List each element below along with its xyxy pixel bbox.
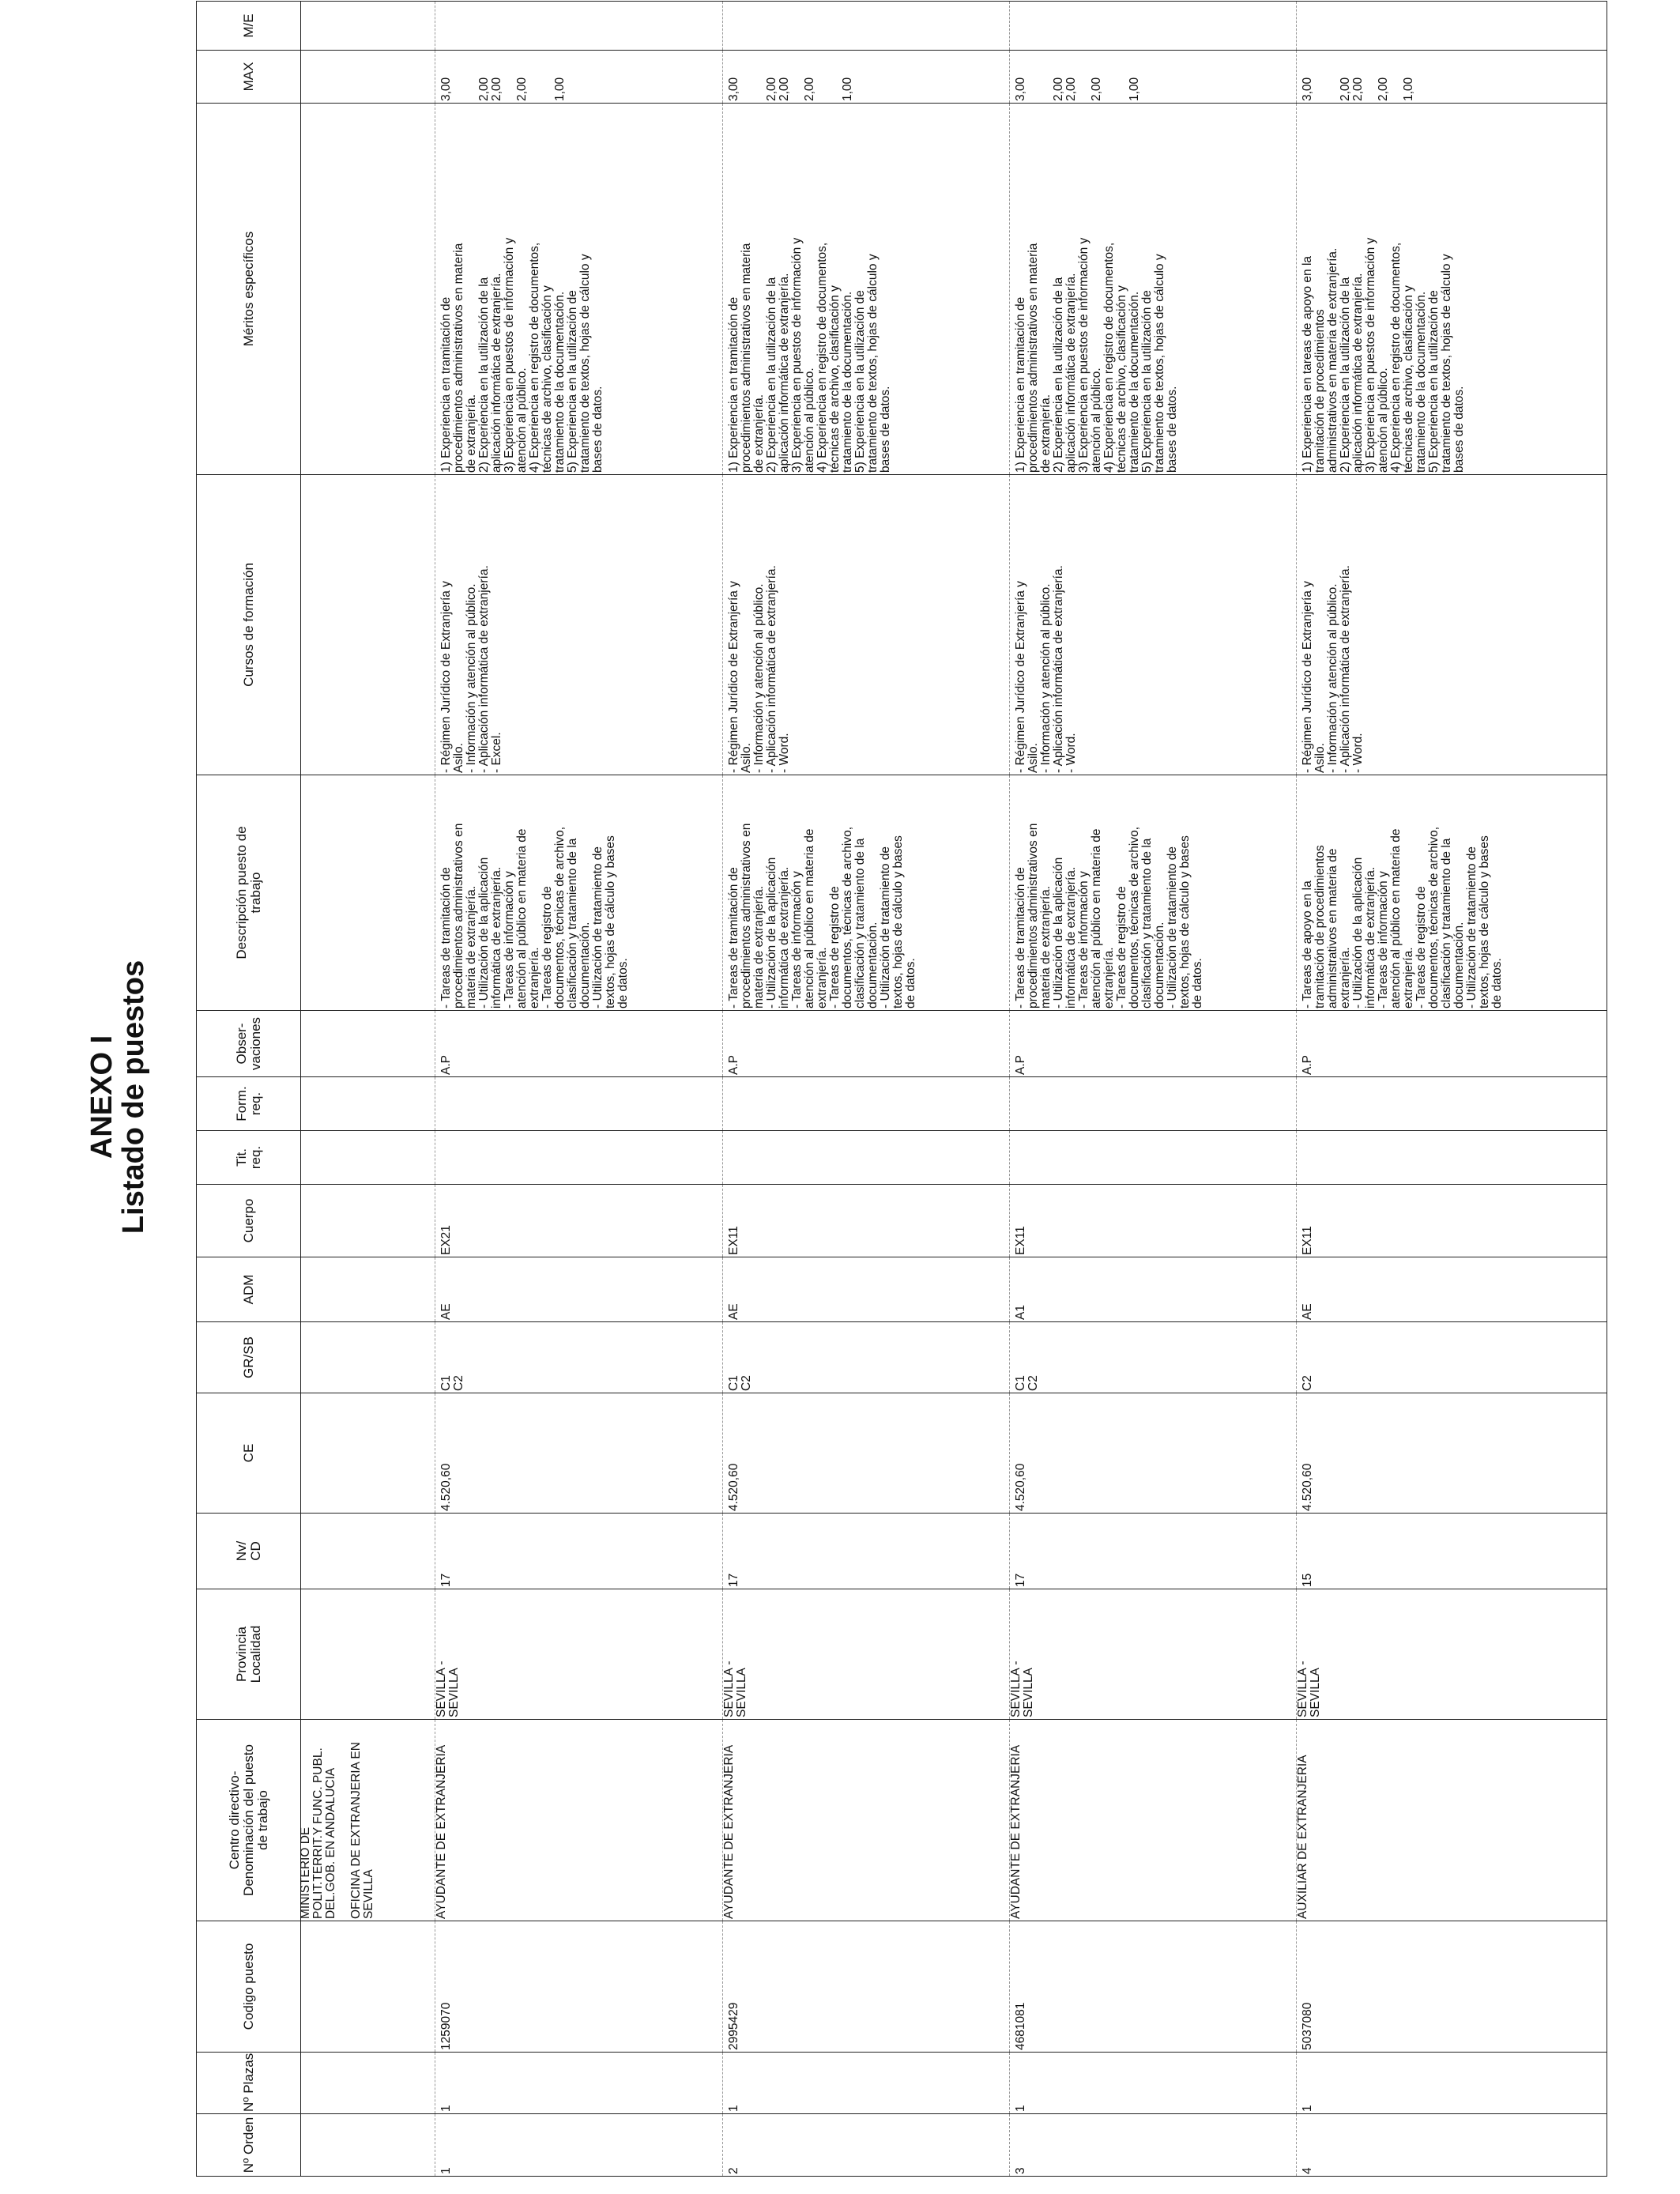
cell-codigo: 1259070 <box>435 1921 722 2053</box>
cell-cuerpo: EX11 <box>722 1185 1009 1257</box>
cell-observaciones: A.P <box>722 1011 1009 1077</box>
cell-titulacion <box>722 1131 1009 1185</box>
cell-titulacion <box>1009 1131 1296 1185</box>
title-annex: ANEXO I <box>85 1035 119 1159</box>
cell-adm: AE <box>722 1257 1009 1322</box>
header-descripcion: Descripción puesto de trabajo <box>197 775 301 1011</box>
cell-cuerpo: EX21 <box>435 1185 722 1257</box>
cell-me <box>1009 2 1296 51</box>
cell-nivel: 17 <box>722 1514 1009 1589</box>
cell-denominacion: AUXILIAR DE EXTRANJERIA <box>1297 1720 1607 1921</box>
cell-descripcion: - Tareas de tramitación de procedimientos administrativos en materia de extranjería. - Utilización de la aplicación informática de extranjería. - Tareas de información y atención al público en materia de extranjería. - Tareas de registro de documentos, técnicas de archivo, clasificación y tratamiento de la documentación. - Utilización de tratamiento de textos, hojas de cálculo y bases de datos. <box>435 775 722 1011</box>
cell-meritos: 1) Experiencia en tareas de apoyo en la tramitación de procedimientos administrativos en materia de extranjería. 2) Experiencia en la utilización de la aplicación informática de extranjería. 3) Experiencia en puestos de información y atención al público. 4) Experiencia en registro de documentos, técnicas de archivo, clasificación y tratamiento de la documentación. 5) Experiencia en la utilización de tratamiento de textos, hojas de cálculo y bases de datos. <box>1297 104 1607 475</box>
context-cell: MINISTERIO DE POLIT.TERRIT.Y FUNC. PUBL. DEL.GOB. EN ANDALUCIA OFICINA DE EXTRANJERIA EN SEVILLA <box>301 1720 435 1921</box>
cell-localidad: SEVILLA - SEVILLA <box>1297 1589 1607 1720</box>
document-title <box>87 0 149 2194</box>
cell-observaciones: A.P <box>1297 1011 1607 1077</box>
cell-observaciones: A.P <box>1009 1011 1296 1077</box>
cell-plazas: 1 <box>1297 2053 1607 2114</box>
cell-meritos: 1) Experiencia en tramitación de procedimientos administrativos en materia de extranjería. 2) Experiencia en la utilización de la aplicación informática de extranjería. 3) Experiencia en puestos de información y atención al público. 4) Experiencia en registro de documentos, técnicas de archivo, clasificación y tratamiento de la documentación. 5) Experiencia en la utilización de tratamiento de textos, hojas de cálculo y bases de datos. <box>435 104 722 475</box>
cell-me <box>435 2 722 51</box>
cell-codigo: 2995429 <box>722 1921 1009 2053</box>
cell-plazas: 1 <box>435 2053 722 2114</box>
table-row <box>1297 2 1607 2177</box>
cell-max: 3,00 2,00 2,00 2,00 1,00 <box>1009 51 1296 104</box>
cell-meritos: 1) Experiencia en tramitación de procedimientos administrativos en materia de extranjería. 2) Experiencia en la utilización de la aplicación informática de extranjería. 3) Experiencia en puestos de información y atención al público. 4) Experiencia en registro de documentos, técnicas de archivo, clasificación y tratamiento de la documentación. 5) Experiencia en la utilización de tratamiento de textos, hojas de cálculo y bases de datos. <box>722 104 1009 475</box>
cell-adm: AE <box>1297 1257 1607 1322</box>
cell-orden: 4 <box>1297 2114 1607 2177</box>
cell-nivel: 17 <box>1009 1514 1296 1589</box>
cell-ce: 4.520,60 <box>435 1393 722 1514</box>
cell-grupo: C1 C2 <box>435 1322 722 1393</box>
cell-grupo: C1 C2 <box>1009 1322 1296 1393</box>
header-orden: Nº Orden <box>197 2114 301 2177</box>
cell-descripcion: - Tareas de apoyo en la tramitación de procedimientos administrativos en materia de extranjería. - Utilización de la aplicación informática de extranjería. - Tareas de información y atención al público en materia de extranjería. - Tareas de registro de documentos, técnicas de archivo, clasificación y tratamiento de la documentación. - Utilización de tratamiento de textos, hojas de cálculo y bases de datos. <box>1297 775 1607 1011</box>
header-adm: ADM <box>197 1257 301 1322</box>
cell-formacion <box>435 1077 722 1131</box>
header-max: MAX <box>197 51 301 104</box>
header-grupo: GR/SB <box>197 1322 301 1393</box>
cell-ce: 4.520,60 <box>1009 1393 1296 1514</box>
cell-formacion <box>722 1077 1009 1131</box>
header-observaciones: Obser- vaciones <box>197 1011 301 1077</box>
cell-formacion <box>1009 1077 1296 1131</box>
cell-ce: 4.520,60 <box>722 1393 1009 1514</box>
header-provincia: Provincia Localidad <box>197 1589 301 1720</box>
context-row <box>301 2 435 2177</box>
table-row <box>722 2 1009 2177</box>
cell-localidad: SEVILLA - SEVILLA <box>435 1589 722 1720</box>
cell-cursos: - Régimen Jurídico de Extranjería y Asilo. - Información y atención al público. - Aplicación informática de extranjería. - Word. <box>722 475 1009 775</box>
cell-localidad: SEVILLA - SEVILLA <box>1009 1589 1296 1720</box>
cell-observaciones: A.P <box>435 1011 722 1077</box>
cell-meritos: 1) Experiencia en tramitación de procedimientos administrativos en materia de extranjería. 2) Experiencia en la utilización de la aplicación informática de extranjería. 3) Experiencia en puestos de información y atención al público. 4) Experiencia en registro de documentos, técnicas de archivo, clasificación y tratamiento de la documentación. 5) Experiencia en la utilización de tratamiento de textos, hojas de cálculo y bases de datos. <box>1009 104 1296 475</box>
cell-me <box>1297 2 1607 51</box>
cell-max: 3,00 2,00 2,00 2,00 1,00 <box>435 51 722 104</box>
cell-me <box>722 2 1009 51</box>
cell-titulacion <box>435 1131 722 1185</box>
cell-localidad: SEVILLA - SEVILLA <box>722 1589 1009 1720</box>
cell-max: 3,00 2,00 2,00 2,00 1,00 <box>1297 51 1607 104</box>
table-row <box>435 2 722 2177</box>
cell-denominacion: AYUDANTE DE EXTRANJERIA <box>722 1720 1009 1921</box>
cell-plazas: 1 <box>1009 2053 1296 2114</box>
cell-titulacion <box>1297 1131 1607 1185</box>
cell-max: 3,00 2,00 2,00 2,00 1,00 <box>722 51 1009 104</box>
header-formacion: Form. req. <box>197 1077 301 1131</box>
cell-cursos: - Régimen Jurídico de Extranjería y Asilo. - Información y atención al público. - Aplicación informática de extranjería. - Word. <box>1297 475 1607 775</box>
header-me: M/E <box>197 2 301 51</box>
cell-cursos: - Régimen Jurídico de Extranjería y Asilo. - Información y atención al público. - Aplicación informática de extranjería. - Excel. <box>435 475 722 775</box>
cell-orden: 3 <box>1009 2114 1296 2177</box>
positions-table <box>196 1 1607 2177</box>
cell-plazas: 1 <box>722 2053 1009 2114</box>
cell-orden: 2 <box>722 2114 1009 2177</box>
cell-grupo: C2 <box>1297 1322 1607 1393</box>
cell-adm: A1 <box>1009 1257 1296 1322</box>
header-row <box>197 2 301 2177</box>
header-plazas: Nº Plazas <box>197 2053 301 2114</box>
header-meritos: Méritos específicos <box>197 104 301 475</box>
header-centro: Centro directivo- Denominación del puesto de trabajo <box>197 1720 301 1921</box>
header-cuerpo: Cuerpo <box>197 1185 301 1257</box>
header-cursos: Cursos de formación <box>197 475 301 775</box>
cell-ce: 4.520,60 <box>1297 1393 1607 1514</box>
cell-codigo: 4681081 <box>1009 1921 1296 2053</box>
cell-adm: AE <box>435 1257 722 1322</box>
cell-cursos: - Régimen Jurídico de Extranjería y Asilo. - Información y atención al público. - Aplicación informática de extranjería. - Word. <box>1009 475 1296 775</box>
header-ce: CE <box>197 1393 301 1514</box>
cell-cuerpo: EX11 <box>1009 1185 1296 1257</box>
header-titulacion: Tit. req. <box>197 1131 301 1185</box>
cell-codigo: 5037080 <box>1297 1921 1607 2053</box>
cell-nivel: 15 <box>1297 1514 1607 1589</box>
cell-cuerpo: EX11 <box>1297 1185 1607 1257</box>
cell-formacion <box>1297 1077 1607 1131</box>
header-nivel: Nv/ CD <box>197 1514 301 1589</box>
table-row <box>1009 2 1296 2177</box>
cell-denominacion: AYUDANTE DE EXTRANJERIA <box>1009 1720 1296 1921</box>
cell-grupo: C1 C2 <box>722 1322 1009 1393</box>
cell-descripcion: - Tareas de tramitación de procedimientos administrativos en materia de extranjería. - Utilización de la aplicación informática de extranjería. - Tareas de información y atención al público en materia de extranjería. - Tareas de registro de documentos, técnicas de archivo, clasificación y tratamiento de la documentación. - Utilización de tratamiento de textos, hojas de cálculo y bases de datos. <box>722 775 1009 1011</box>
title-listing: Listado de puestos <box>117 959 150 1235</box>
cell-denominacion: AYUDANTE DE EXTRANJERIA <box>435 1720 722 1921</box>
cell-descripcion: - Tareas de tramitación de procedimientos administrativos en materia de extranjería. - Utilización de la aplicación informática de extranjería. - Tareas de información y atención al público en materia de extranjería. - Tareas de registro de documentos, técnicas de archivo, clasificación y tratamiento de la documentación. - Utilización de tratamiento de textos, hojas de cálculo y bases de datos. <box>1009 775 1296 1011</box>
cell-orden: 1 <box>435 2114 722 2177</box>
header-codigo: Codigo puesto <box>197 1921 301 2053</box>
cell-nivel: 17 <box>435 1514 722 1589</box>
